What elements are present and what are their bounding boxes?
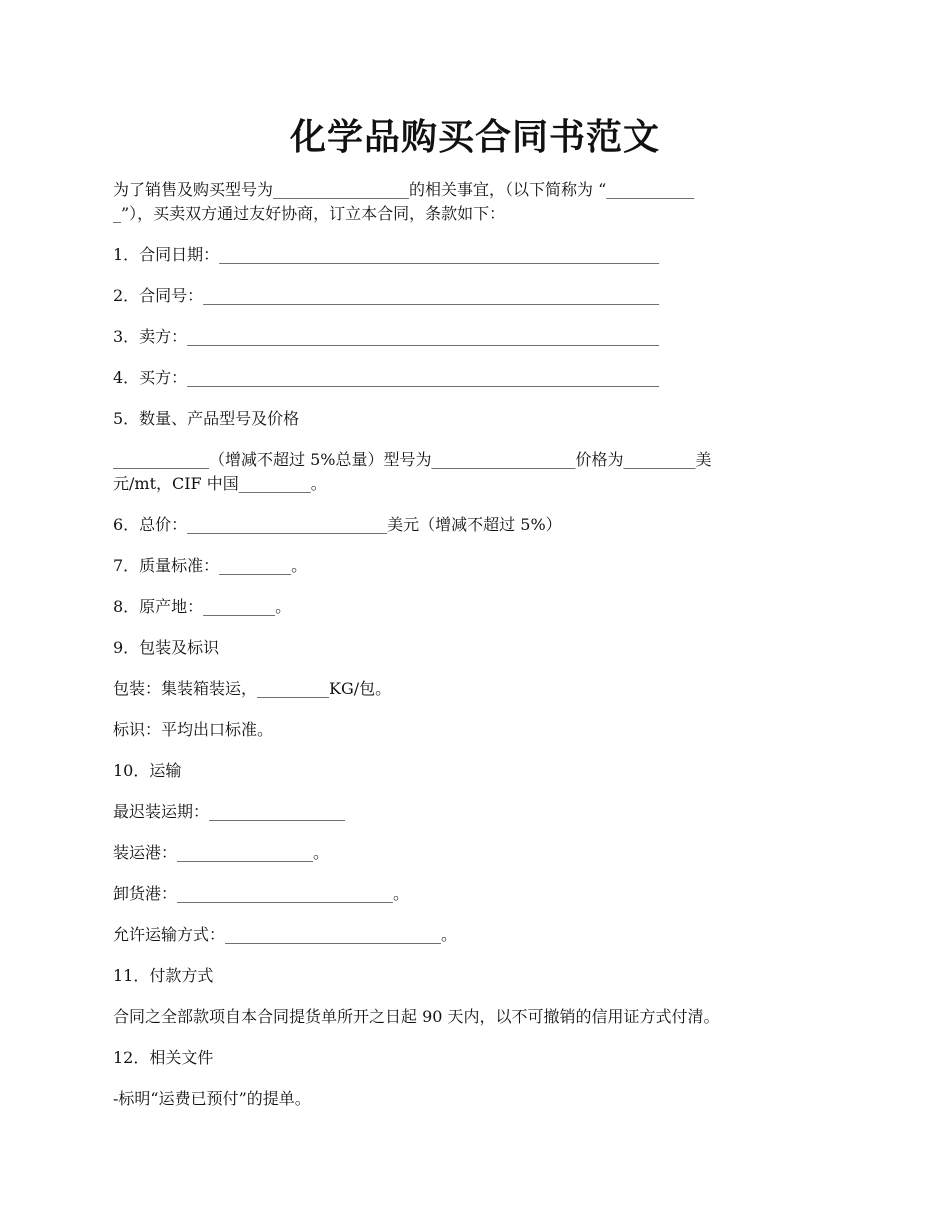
clause-9-packing: 包装：集装箱装运，_________KG/包。 [113, 679, 392, 698]
clause-10-unloading-port: 卸货港：___________________________。 [113, 884, 410, 903]
clause-6-total-price: 6．总价：_________________________美元（增减不超过 5%） [113, 515, 562, 534]
clause-10-loading-port: 装运港：_________________。 [113, 843, 330, 862]
clause-9-marking: 标识：平均出口标准。 [113, 720, 274, 739]
clause-12-heading: 12．相关文件 [113, 1048, 214, 1067]
clause-10-latest-shipment: 最迟装运期：_________________ [113, 802, 346, 821]
clause-5-line-2: 元/mt，CIF 中国_________。 [113, 474, 327, 493]
clause-11-heading: 11．付款方式 [113, 966, 214, 985]
clause-9-heading: 9．包装及标识 [113, 638, 220, 657]
clause-10-heading: 10．运输 [113, 761, 182, 780]
clause-8-origin: 8．原产地：_________。 [113, 597, 292, 616]
clause-5-line-1: ____________（增减不超过 5%总量）型号为__________________价格为_________美 [113, 450, 712, 469]
intro-line-1: 为了销售及购买型号为_________________的相关事宜，（以下简称为 “___________ [113, 180, 695, 199]
document-body [113, 178, 813, 1111]
clause-4-buyer: 4．买方：___________________________________________________________ [113, 368, 660, 387]
document-title: 化学品购买合同书范文 [289, 116, 660, 158]
clause-2-contract-number: 2．合同号：_________________________________________________________ [113, 286, 660, 305]
intro-line-2: _”），买卖双方通过友好协商，订立本合同，条款如下： [113, 204, 506, 223]
clause-1-contract-date: 1．合同日期：_______________________________________________________ [113, 245, 660, 264]
clause-10-transport-method: 允许运输方式：___________________________。 [113, 925, 458, 944]
clause-3-seller: 3．卖方：___________________________________________________________ [113, 327, 660, 346]
clause-11-text: 合同之全部款项自本合同提货单所开之日起 90 天内，以不可撤销的信用证方式付清。 [113, 1007, 720, 1026]
clause-12-item-1: -标明“运费已预付”的提单。 [113, 1089, 311, 1108]
clause-7-quality: 7．质量标准：_________。 [113, 556, 308, 575]
clause-5-heading: 5．数量、产品型号及价格 [113, 409, 300, 428]
